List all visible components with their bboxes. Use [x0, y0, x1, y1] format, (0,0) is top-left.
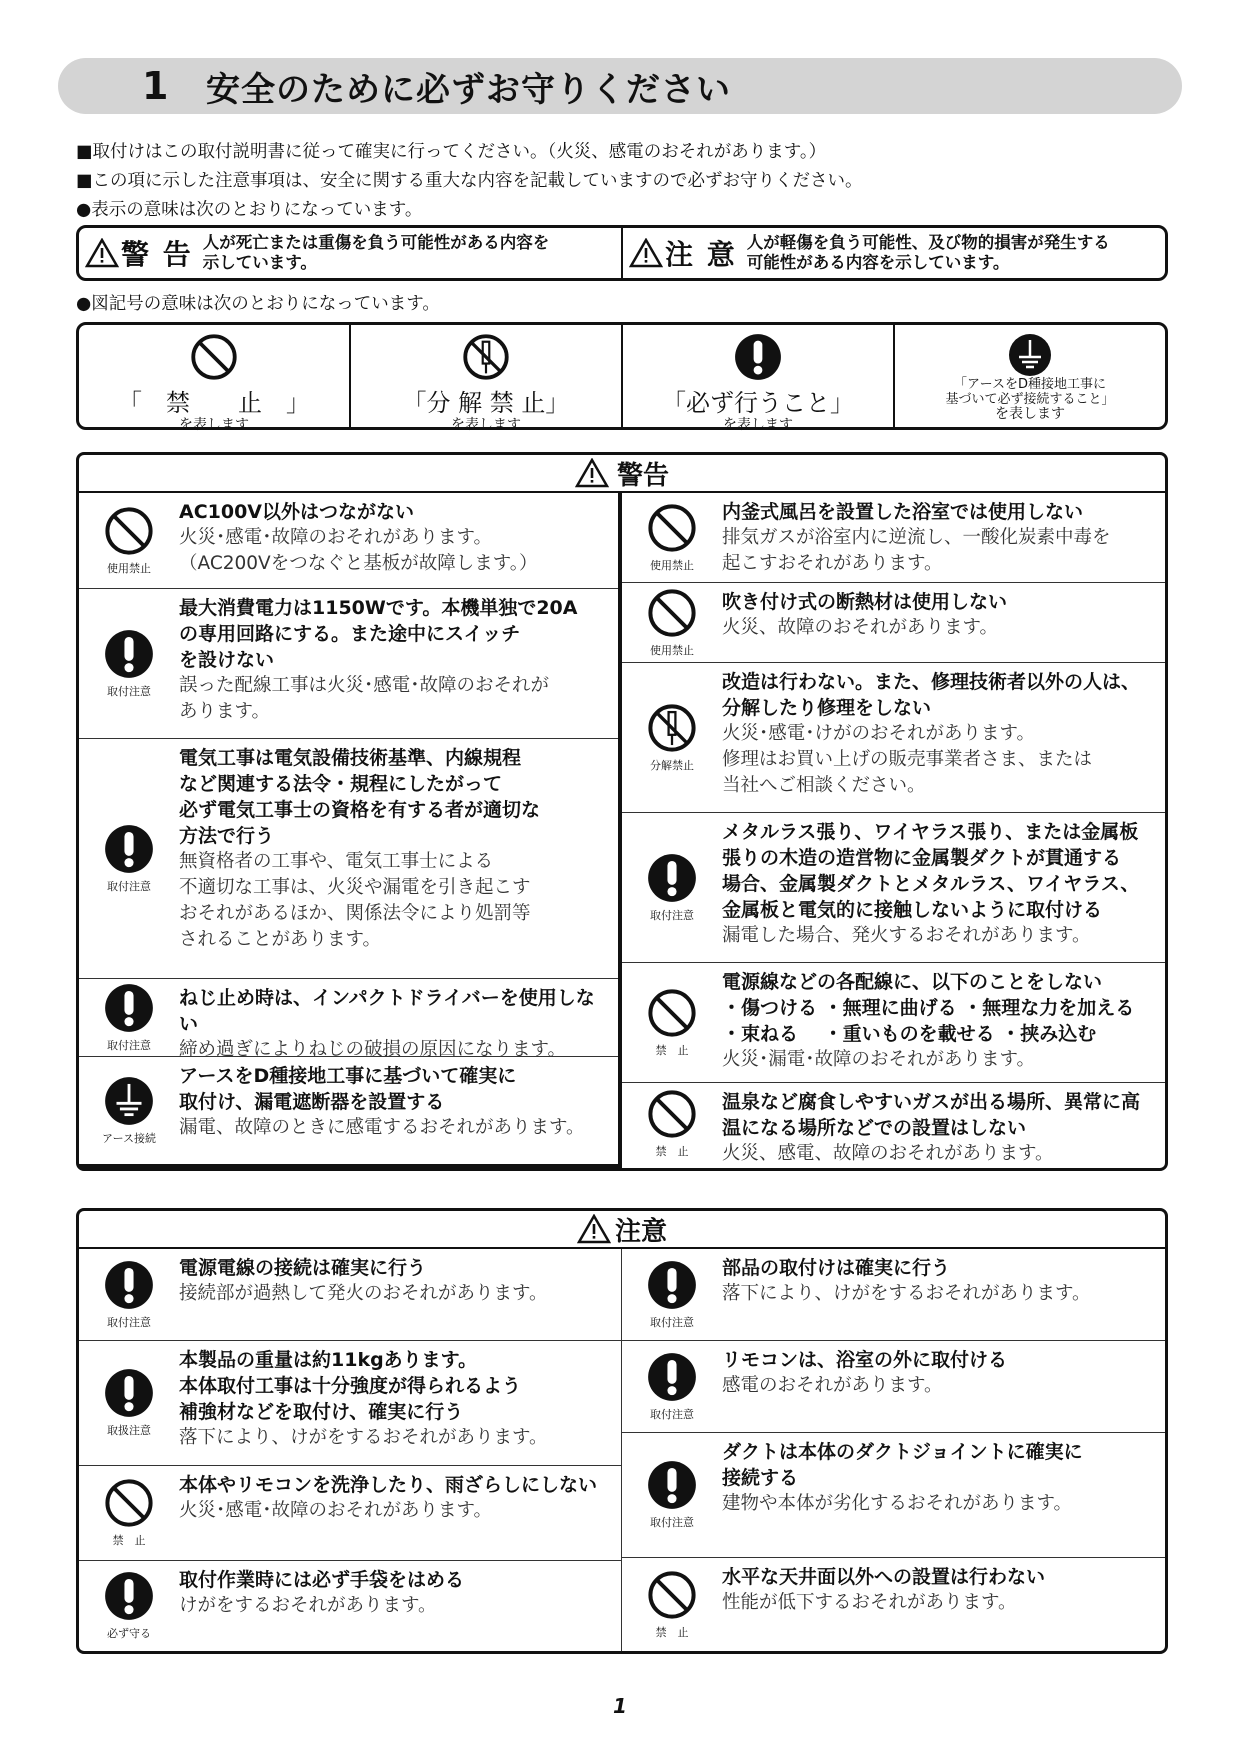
caution-right-column: [622, 1249, 1165, 1651]
safety-item: [79, 979, 618, 1060]
item-text: [179, 1466, 605, 1560]
item-text: [722, 583, 1015, 662]
warning-right-column: [622, 493, 1165, 1168]
warning-triangle-icon: [629, 238, 663, 268]
item-heading: 吹き付け式の断熱材は使用しない: [722, 591, 1008, 613]
item-heading: 取付作業時には必ず手袋をはめる: [179, 1569, 465, 1591]
caution-title: [79, 1211, 1165, 1249]
safety-item: [622, 1558, 1165, 1651]
item-icon-label: 使用禁止: [650, 558, 694, 572]
item-text: [722, 1341, 1015, 1432]
safety-item: [79, 1561, 621, 1651]
signal-caution: [621, 228, 1165, 278]
safety-item: [79, 1249, 621, 1341]
item-body: 締め過ぎによりねじの破損の原因になります。: [179, 1039, 567, 1060]
warning-triangle-icon: [575, 458, 609, 488]
mandatory-icon: [104, 1368, 154, 1418]
item-icon-cell: [622, 1249, 722, 1340]
item-icon-cell: [79, 1561, 179, 1651]
item-icon-label: 使用禁止: [107, 561, 151, 575]
mandatory-icon: [104, 629, 154, 679]
safety-item: [79, 1466, 621, 1561]
safety-item: [622, 583, 1165, 663]
prohibition-icon: [647, 1089, 697, 1139]
item-text: [722, 1433, 1091, 1557]
no-disassembly-icon: [462, 333, 510, 381]
item-body: 無資格者の工事や、電気工事士による 不適切な工事は、火災や漏電を引き起こす おそれがあるほか、関係法令により処罰等 されることがあります。: [179, 851, 531, 950]
item-text: [179, 1057, 593, 1164]
item-text: [179, 1341, 556, 1465]
item-heading: 最大消費電力は1150Wです。本機単独で20A の専用回路にする。また途中にスイッチ を設けない: [179, 597, 578, 671]
safety-item: [622, 1083, 1165, 1164]
item-text: [179, 979, 618, 1060]
mandatory-icon: [647, 853, 697, 903]
item-heading: 電源線などの各配線に、以下のことをしない ・傷つける ・無理に曲げる ・無理な力を加える ・束ねる ・重いものを載せる ・挟み込む: [722, 971, 1135, 1045]
prohibition-icon: [647, 1570, 697, 1620]
symbol-sub: を表します: [179, 417, 249, 433]
safety-item: [622, 1433, 1165, 1558]
prohibition-icon: [647, 503, 697, 553]
warning-title-text: 警告: [616, 460, 669, 491]
symbol-no-disassembly: [349, 325, 621, 433]
item-body: 火災･感電･けがのおそれがあります。 修理はお買い上げの販売事業者さま、または 当社へご相談ください。: [722, 723, 1093, 796]
mandatory-icon: [647, 1352, 697, 1402]
item-body: 火災･漏電･故障のおそれがあります。: [722, 1049, 1036, 1070]
symbol-sub: を表します: [995, 406, 1065, 422]
item-icon-cell: [622, 1341, 722, 1432]
item-text: [722, 813, 1147, 962]
item-icon-label: 禁 止: [112, 1534, 146, 1547]
item-icon-cell: [622, 963, 722, 1082]
item-heading: アースをD種接地工事に基づいて確実に 取付け、漏電遮断器を設置する: [179, 1065, 517, 1113]
no-disassembly-icon: [647, 703, 697, 753]
prohibition-icon: [647, 588, 697, 638]
item-heading: メタルラス張り、ワイヤラス張り、または金属板 張りの木造の造営物に金属製ダクトが貫通する 場合、金属製ダクトとメタルラス、ワイヤラス、 金属板と電気的に接触しないように取付ける: [722, 821, 1140, 921]
caution-section: [76, 1208, 1168, 1654]
item-body: 漏電、故障のときに感電するおそれがあります。: [179, 1117, 585, 1138]
item-icon-label: 取付注意: [650, 1407, 694, 1421]
item-icon-label: 必ず守る: [107, 1627, 151, 1640]
item-heading: リモコンは、浴室の外に取付ける: [722, 1349, 1008, 1371]
item-body: 接続部が過熱して発火のおそれがあります。: [179, 1283, 548, 1304]
item-icon-label: 取付注意: [107, 879, 151, 893]
item-icon-label: 取付注意: [650, 1516, 694, 1529]
mandatory-icon: [647, 1260, 697, 1310]
warning-left-column: [79, 493, 622, 1168]
item-body: 火災、故障のおそれがあります。: [722, 617, 999, 638]
item-heading: 内釜式風呂を設置した浴室では使用しない: [722, 501, 1084, 523]
item-body: 漏電した場合、発火するおそれがあります。: [722, 925, 1091, 946]
item-icon-cell: [622, 583, 722, 662]
safety-item: [79, 1341, 621, 1466]
item-heading: ダクトは本体のダクトジョイントに確実に 接続する: [722, 1441, 1083, 1489]
item-body: けがをするおそれがあります。: [179, 1595, 437, 1616]
symbol-legend: [76, 322, 1168, 433]
mandatory-icon: [734, 333, 782, 381]
item-icon-label: 取付注意: [107, 1038, 151, 1052]
signal-word: 警 告: [121, 238, 193, 271]
item-body: 落下により、けがをするおそれがあります。: [722, 1283, 1091, 1304]
mandatory-icon: [104, 983, 154, 1033]
item-heading: 電源電線の接続は確実に行う: [179, 1257, 427, 1279]
warning-title: [79, 455, 1165, 493]
symbol-main: 「 禁 止 」: [118, 389, 310, 417]
page-number: 1: [613, 1694, 627, 1718]
warning-triangle-icon: [577, 1214, 611, 1244]
symbol-main: 「アースをD種接地工事に 基づいて必ず接続すること」: [945, 377, 1115, 407]
item-icon-cell: [622, 1083, 722, 1164]
mandatory-icon: [104, 1571, 154, 1621]
warning-triangle-icon: [85, 238, 119, 268]
item-icon-cell: [79, 1057, 179, 1164]
symbol-main: 「分 解 禁 止」: [402, 389, 570, 417]
item-body: 火災･感電･故障のおそれがあります。: [179, 1500, 493, 1521]
symbol-prohibition: [79, 325, 349, 433]
item-icon-cell: [622, 1433, 722, 1557]
item-heading: 水平な天井面以外への設置は行わない: [722, 1566, 1046, 1588]
item-text: [179, 493, 546, 588]
prohibition-icon: [104, 1478, 154, 1528]
item-icon-cell: [79, 1249, 179, 1340]
item-text: [722, 963, 1142, 1082]
caution-left-column: [79, 1249, 622, 1651]
safety-item: [79, 1057, 618, 1164]
item-text: [722, 1249, 1099, 1340]
item-heading: 温泉など腐食しやすいガスが出る場所、異常に高 温になる場所などでの設置はしない: [722, 1091, 1141, 1139]
item-icon-cell: [79, 1466, 179, 1560]
item-body: 誤った配線工事は火災･感電･故障のおそれが あります。: [179, 675, 550, 722]
item-text: [722, 493, 1119, 582]
warning-section: [76, 452, 1168, 1171]
item-icon-cell: [622, 813, 722, 962]
item-icon-label: 分解禁止: [650, 758, 694, 772]
item-body: 性能が低下するおそれがあります。: [722, 1592, 1017, 1613]
item-heading: 改造は行わない。また、修理技術者以外の人は、 分解したり修理をしない: [722, 671, 1141, 719]
item-icon-label: 使用禁止: [650, 643, 694, 657]
item-icon-label: 禁 止: [655, 1625, 689, 1639]
item-text: [179, 1561, 472, 1651]
item-body: 落下により、けがをするおそれがあります。: [179, 1427, 548, 1448]
safety-item: [79, 739, 618, 979]
item-icon-cell: [79, 589, 179, 738]
item-icon-cell: [622, 1558, 722, 1651]
item-icon-cell: [79, 1341, 179, 1465]
intro-text: [76, 138, 863, 225]
item-icon-label: 禁 止: [655, 1043, 689, 1057]
item-icon-label: 取扱注意: [107, 1424, 151, 1437]
item-text: [722, 1558, 1053, 1651]
item-icon-cell: [79, 739, 179, 978]
item-icon-cell: [622, 493, 722, 582]
item-heading: 本体やリモコンを洗浄したり、雨ざらしにしない: [179, 1474, 598, 1496]
item-heading: AC100V以外はつながない: [179, 501, 415, 523]
item-icon-cell: [79, 493, 179, 588]
symbol-mandatory: [621, 325, 893, 433]
item-text: [179, 739, 548, 978]
intro-line: ■この項に示した注意事項は、安全に関する重大な内容を記載していますので必ずお守りください。: [76, 171, 863, 191]
caution-title-text: 注意: [614, 1216, 667, 1247]
section-number: 1: [142, 64, 169, 108]
item-text: [179, 1249, 556, 1340]
item-heading: 本製品の重量は約11kgあります。 本体取付工事は十分強度が得られるよう 補強材などを取付け、確実に行う: [179, 1349, 522, 1423]
item-body: 排気ガスが浴室内に逆流し、一酸化炭素中毒を 起こすおそれがあります。: [722, 527, 1111, 574]
safety-item: [622, 1249, 1165, 1341]
safety-item: [622, 1341, 1165, 1433]
symbol-sub: を表します: [451, 417, 521, 433]
safety-item: [79, 589, 618, 739]
item-text: [179, 589, 585, 738]
safety-item: [622, 663, 1165, 813]
intro-line: ●表示の意味は次のとおりになっています。: [76, 200, 423, 220]
symbol-sub: を表します: [723, 417, 793, 433]
item-text: [722, 663, 1148, 812]
signal-warning: [79, 228, 621, 278]
earth-ground-icon: [1008, 333, 1052, 377]
item-icon-cell: [622, 663, 722, 812]
mandatory-icon: [104, 824, 154, 874]
section-title: 安全のために必ずお守りください: [206, 69, 731, 110]
safety-item: [622, 493, 1165, 583]
earth-ground-icon: [104, 1076, 154, 1126]
prohibition-icon: [190, 333, 238, 381]
item-heading: ねじ止め時は、インパクトドライバーを使用しない: [179, 987, 595, 1035]
mandatory-icon: [104, 1260, 154, 1310]
symbol-main: 「必ず行うこと」: [662, 389, 854, 417]
item-icon-label: 取付注意: [107, 1315, 151, 1329]
prohibition-icon: [104, 506, 154, 556]
section-header: [58, 58, 1182, 114]
item-icon-cell: [79, 979, 179, 1056]
item-body: 感電のおそれがあります。: [722, 1375, 943, 1396]
mandatory-icon: [647, 1460, 697, 1510]
signal-desc: 人が死亡または重傷を負う可能性がある内容を 示しています。: [202, 233, 550, 272]
item-icon-label: アース接続: [101, 1131, 157, 1145]
safety-item: [622, 813, 1165, 963]
item-heading: 電気工事は電気設備技術基準、内線規程 など関連する法令・規程にしたがって 必ず電気工事士の資格を有する者が適切な 方法で行う: [179, 747, 541, 847]
safety-item: [79, 493, 618, 589]
item-icon-label: 取付注意: [650, 908, 694, 922]
safety-item: [622, 963, 1165, 1083]
signal-desc: 人が軽傷を負う可能性、及び物的損害が発生する 可能性がある内容を示しています。: [746, 233, 1110, 272]
item-body: 火災、感電、故障のおそれがあります。: [722, 1143, 1054, 1164]
symbol-earth: [893, 325, 1165, 427]
signal-word-legend: [76, 225, 1168, 281]
item-heading: 部品の取付けは確実に行う: [722, 1257, 951, 1279]
intro-line: ■取付けはこの取付説明書に従って確実に行ってください。（火災、感電のおそれがあります。）: [76, 142, 827, 162]
symbols-label: ●図記号の意味は次のとおりになっています。: [76, 294, 440, 314]
item-icon-label: 禁 止: [655, 1144, 689, 1158]
item-text: [722, 1083, 1148, 1164]
item-body: 建物や本体が劣化するおそれがあります。: [722, 1493, 1073, 1514]
item-icon-label: 取付注意: [107, 684, 151, 698]
item-icon-label: 取付注意: [650, 1315, 694, 1329]
item-body: 火災･感電･故障のおそれがあります。 （AC200Vをつなぐと基板が故障します。）: [179, 527, 538, 574]
prohibition-icon: [647, 988, 697, 1038]
signal-word: 注 意: [665, 238, 737, 271]
